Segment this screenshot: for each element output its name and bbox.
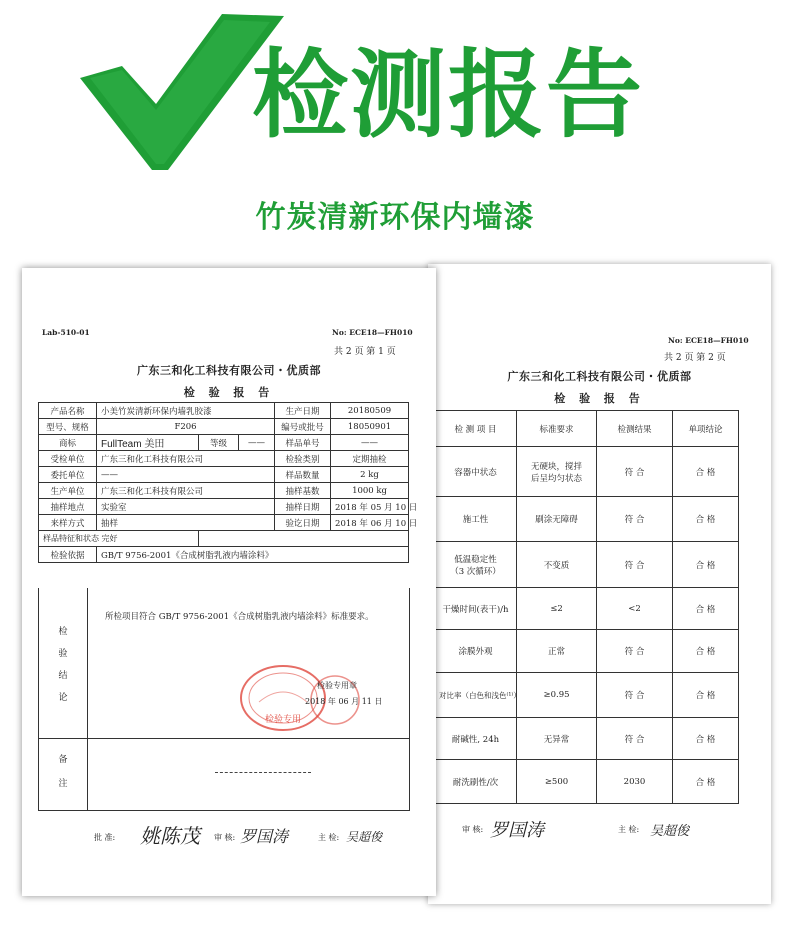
field-value: 小美竹炭清新环保内墙乳胶漆 xyxy=(97,403,275,419)
field-value: 定期抽检 xyxy=(331,451,409,467)
review-label: 审 核: xyxy=(462,825,484,834)
field-value: F206 xyxy=(97,419,275,435)
test-item: 涂膜外观 xyxy=(435,630,517,673)
field-value: 2 kg xyxy=(331,467,409,483)
company-name: 广东三和化工科技有限公司・优质部 xyxy=(507,370,692,383)
page-title: 检测报告 xyxy=(252,39,644,151)
conclusion-label-char: 检 xyxy=(58,627,68,637)
field-value: 20180509 xyxy=(331,403,409,419)
field-label: 样品单号 xyxy=(275,435,331,451)
test-result: 2030 xyxy=(597,760,673,804)
test-requirement: ≥500 xyxy=(517,760,597,804)
test-conclusion: 合 格 xyxy=(673,497,739,542)
remark-section xyxy=(38,738,410,811)
test-item: 对比率（白色和浅色⁽¹⁾） xyxy=(435,673,517,718)
field-label: 产品名称 xyxy=(39,403,97,419)
field-label: 验讫日期 xyxy=(275,515,331,531)
field-label: 抽样基数 xyxy=(275,483,331,499)
test-requirement: 正常 xyxy=(517,630,597,673)
conclusion-label-char: 验 xyxy=(58,649,68,659)
page-info: 共 2 页 第 1 页 xyxy=(334,347,396,357)
test-conclusion: 合 格 xyxy=(673,760,739,804)
field-value: 广东三和化工科技有限公司 xyxy=(97,451,275,467)
header-result: 检测结果 xyxy=(597,411,673,447)
field-value: 实验室 xyxy=(97,499,275,515)
test-result: 符 合 xyxy=(597,673,673,718)
remark-label-char: 注 xyxy=(58,779,68,789)
field-label: 生产日期 xyxy=(275,403,331,419)
field-value: 2018 年 06 月 10 日 xyxy=(331,515,409,531)
test-result: 符 合 xyxy=(597,497,673,542)
conclusion-label-char: 论 xyxy=(58,693,68,703)
conclusion-label-char: 结 xyxy=(58,671,68,681)
field-label: 商标 xyxy=(39,435,97,451)
field-value: 完好 xyxy=(101,534,118,543)
field-label: 检验依据 xyxy=(39,547,97,563)
test-item: 耐碱性, 24h xyxy=(435,718,517,760)
field-value: GB/T 9756-2001《合成树脂乳液内墙涂料》 xyxy=(97,547,409,563)
test-requirement: 不变质 xyxy=(517,542,597,588)
test-item: 容器中状态 xyxy=(435,447,517,497)
test-label: 主 检: xyxy=(618,825,640,834)
field-value: —— xyxy=(331,435,409,451)
field-label: 来样方式 xyxy=(39,515,97,531)
test-requirement: ≥0.95 xyxy=(517,673,597,718)
test-result: 符 合 xyxy=(597,630,673,673)
test-result: 符 合 xyxy=(597,718,673,760)
field-value: 1000 kg xyxy=(331,483,409,499)
field-label: 抽样日期 xyxy=(275,499,331,515)
field-label: 样品特征和状态 xyxy=(43,534,99,543)
report-number: No: ECE18—FH010 xyxy=(668,336,749,345)
remark-divider xyxy=(215,772,311,773)
test-item: 低温稳定性 （3 次循环） xyxy=(435,542,517,588)
test-conclusion: 合 格 xyxy=(673,718,739,760)
field-value: —— xyxy=(239,435,275,451)
test-requirement: 无硬块，搅拌 后呈均匀状态 xyxy=(517,447,597,497)
test-result: 符 合 xyxy=(597,447,673,497)
test-requirement: ≤2 xyxy=(517,588,597,630)
remark-label-char: 备 xyxy=(58,755,68,765)
field-value: 广东三和化工科技有限公司 xyxy=(97,483,275,499)
report-title: 检 验 报 告 xyxy=(183,386,275,399)
field-value: 抽样 xyxy=(97,515,275,531)
test-signature: 吴超俊 xyxy=(346,830,383,844)
test-requirement: 无异常 xyxy=(517,718,597,760)
test-result: <2 xyxy=(597,588,673,630)
conclusion-text: 所检项目符合 GB/T 9756-2001《合成树脂乳液内墙涂料》标准要求。 xyxy=(105,612,374,622)
sample-state-row xyxy=(39,531,199,547)
test-result: 符 合 xyxy=(597,542,673,588)
review-label: 审 核: xyxy=(214,833,236,842)
test-signature: 吴超俊 xyxy=(650,824,690,839)
lab-code: Lab-510-01 xyxy=(42,328,90,337)
stamp-date: 2018 年 06 月 11 日 xyxy=(305,697,383,706)
sample-info-table xyxy=(38,402,418,563)
header-conclusion: 单项结论 xyxy=(673,411,739,447)
field-label: 型号、规格 xyxy=(39,419,97,435)
field-value: 2018 年 05 月 10 日 xyxy=(331,499,409,515)
stamp-label: 检验专用章 xyxy=(317,681,357,690)
conclusion-section xyxy=(38,588,410,739)
test-label: 主 检: xyxy=(318,833,340,842)
product-subtitle: 竹炭清新环保内墙漆 xyxy=(255,200,535,235)
report-number: No: ECE18—FH010 xyxy=(332,328,413,337)
field-value: 18050901 xyxy=(331,419,409,435)
test-item: 施工性 xyxy=(435,497,517,542)
report-title: 检 验 报 告 xyxy=(554,392,645,405)
field-label: 委托单位 xyxy=(39,467,97,483)
field-label: 样品数量 xyxy=(275,467,331,483)
test-item: 耐洗刷性/次 xyxy=(435,760,517,804)
seal-bottom-text: 检验专用 xyxy=(264,715,302,725)
company-name: 广东三和化工科技有限公司・优质部 xyxy=(137,364,321,377)
report-sheet-page-1 xyxy=(22,268,436,896)
trademark-value: FullTeam 美田 xyxy=(97,435,199,451)
field-value: —— xyxy=(97,467,275,483)
page-info: 共 2 页 第 2 页 xyxy=(664,353,726,363)
test-requirement: 刷涂无障碍 xyxy=(517,497,597,542)
approve-label: 批 准: xyxy=(94,833,116,842)
field-label: 编号或批号 xyxy=(275,419,331,435)
test-conclusion: 合 格 xyxy=(673,447,739,497)
header-requirement: 标准要求 xyxy=(517,411,597,447)
test-conclusion: 合 格 xyxy=(673,673,739,718)
field-label: 检验类别 xyxy=(275,451,331,467)
field-label: 生产单位 xyxy=(39,483,97,499)
test-results-table xyxy=(434,410,739,804)
test-conclusion: 合 格 xyxy=(673,542,739,588)
field-label: 受检单位 xyxy=(39,451,97,467)
approve-signature: 姚陈茂 xyxy=(140,824,200,848)
header-item: 检 测 项 目 xyxy=(435,411,517,447)
review-signature: 罗国涛 xyxy=(490,820,544,841)
review-signature: 罗国涛 xyxy=(240,827,289,846)
report-sheet-page-2 xyxy=(428,264,771,904)
test-item: 干燥时间(表干)/h xyxy=(435,588,517,630)
field-label: 等级 xyxy=(199,435,239,451)
field-label: 抽样地点 xyxy=(39,499,97,515)
test-conclusion: 合 格 xyxy=(673,588,739,630)
test-conclusion: 合 格 xyxy=(673,630,739,673)
